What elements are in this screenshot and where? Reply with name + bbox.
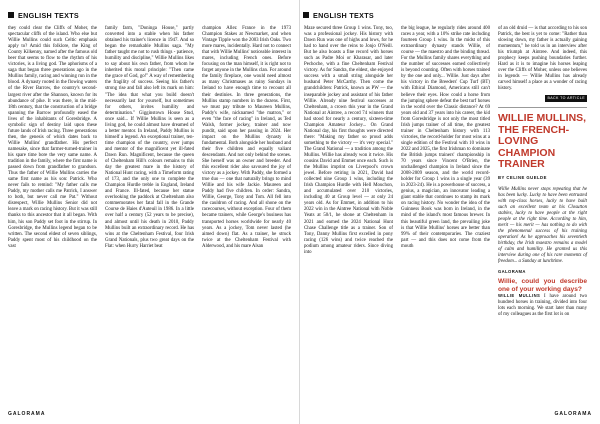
column-text: the big league, he regularly rides around 400 races a year, with a 10% strike rate including fourteen Group 1 wins. In the midst of this extraordinary dynasty stands Willie, of course — the maestro and the binding thread. For the Mullins family shares everything and the number of successes earned collectively is beyond counting. Often with horses trained by the one and only... Willie. Just days after his victory in the Breeders' Cup Turf (BT) with Ethical Diamond, Americans still can't believe their eyes. How could a horse from the jumping sphere defeat the best turf horses in the world over the Classic distance? At 69 years old and 37 years into his career, the kid from Goresbridge is not only the most titled Irish jumps trainer of all time, the greatest trainer in Cheltenham history with 113 victories, the record-holder for most wins at a single edition of the Festival with 10 wins in 2022 and 2025, the first Irishman to dominate the British jumps trainers' championship in 70 years since Vincent O'Brien, the unchallenged champion in Ireland since the 2008-2009 season, and the world record-holder for Group 1 wins in a single year (39 in 2023-24). He is a powerhouse of success, a genius, a magician, an innovator leading a giant stable that continues to stamp its mark on racing history. No wonder the idea of the Guinness Book was born in Ireland, in the mind of the island's most famous brewer. In this beautiful green land, the prevailing joke is that Willie Mullins' horses are better than 99% of their contemporaries. The craziest part — and this does not come from the mouth — [401, 26, 490, 249]
qa-answer: I have around two hundred horses in training, divided into four lots each morning. We start later than many of my colleagues as the first lot is on — [498, 294, 588, 318]
column-2 — [401, 26, 490, 318]
column-3 — [498, 26, 587, 318]
qa-label: GALORAMA — [498, 269, 526, 275]
column-text: champion Allez France in the 1973 Champion Stakes at Newmarket, and when Vintage Tipple won the 2003 Irish Oaks. Two more mares, incidentally. Hard not to connect that with Willie Mullins' noticeable interest in mares, including French ones. Before focusing on the man himself, it is right not to forget anyone in the Mullins clan. For around the family fireplace, one would need almost as many Christmases as rainy Sundays in Ireland to have enough time to recount all their destinies. In three generations, the Mullins stamp numbers in the dozens. First, we must pay tribute to Maureen Mullins, Paddy's wife, nicknamed "the matron," or even "the face of racing" in Ireland, as Ted Walsh, former jockey, trainer and now pundit, said upon her passing in 2024. Her impact on the Mullins dynasty is fundamental. Both alongside her husband and their five children and equally valiant descendants. And not only behind the scenes. She herself was an owner and breeder. And this excellent rider also savoured the joy of victory as a jockey. With Paddy, she formed a true duo — one that naturally brings to mind Willie and his wife Jackie. Maureen and Paddy had five children. In order: Sandra, Willie, George, Tony and Tom. All fell into the cauldron of racing. And all shone on the racecourses, without exception. Four of them became trainers, while George's business has transported horses worldwide for nearly 40 years. As a jockey, Tom never lasted (he aimed down) flat. As a trainer, he struck twice at the Cheltenham Festival with Alderwood, and his mare Alsan — [202, 26, 291, 249]
qa-block — [498, 269, 587, 318]
section-title: ENGLISH TEXTS — [18, 10, 80, 20]
column-text: of an old druid — is that according to his son Patrick, the best is yet to come: "Rather than slowing down, my father is actually gaining momentum," he told us in an interview after his triumph at Aintree. And indeed, this prophecy keeps pushing boundaries further. Hard as it is to imagine his horses leaping over the Cliffs of Moher, unless one believes in legends — Willie Mullins has already carved himself a place as a wonder of racing history. — [498, 26, 587, 92]
right-page — [300, 0, 600, 424]
header-square-icon — [303, 12, 309, 18]
divider — [498, 107, 587, 108]
qa-question: Willie, could you describe one of your working days? — [498, 278, 587, 293]
header-square-icon — [8, 12, 14, 18]
column-text: they could clear the Cliffs of Moher, the spectacular cliffs of the island. Who else but Willie Mullins could such Celtic emphasis apply to? Amid this folklore, the King of County Kilkenny, named after the famous old beer that seems to flow to the rhythm of his victories, is a living god. The aphorisms of a saga that began three generations ago in the Mullins family, racing and winning run in the blood. A dynasty rooted in the flowing waters of the River Barrow, the country's second-largest river after the Shannon, known for its abundance of pike. It was there, in the mid-18th century, that the construction of a bridge spanning the Barrow profoundly eased the lives of the inhabitants of Goresbridge. A symbolic sign of destiny laid upon these future lands of Irish racing. Three generations then, the genesis of which dates back to Willie Mullins' grandfather. His perfect namesake, since that farmer-turned-trainer in his spare time bore the very same name. A tradition in the family, where the first name is passed down from grandfather to grandson. Thus the father of Willie Mullins carries the same first name as his son: Patrick. Who never fails to remind: "My father calls me Paddy, my mother calls me Patrick, I answer to both, but never call me Pat." Without disrespect, Willie Mullins Senior did not leave a mark on racing history. But it was still thanks to this ancestor that it all began. With him, his son Paddy set foot in the stirrup. In Goresbridge, the Mullins legend began to be written. The second eldest of seven siblings, Paddy spent most of his childhood on the vast — [8, 26, 98, 249]
column-text: family farm, "Doninga House," partly converted into a stable when his father obtained his trainer's licence in 1947. And so began the remarkable Mullins saga. "My father taught me not to rush things - patience, humility and discipline," Willie Mullins likes to say about his own father, from whom he inherited this moral principle: "Then came the grace of God, go!" A way of remembering the fragility of success. Seeing his father's strong rise and fall also left its mark on him: "The idea that what you build doesn't necessarily last for yourself, but sometimes for others, invites humility and determination." Gigginstown House Stud, once said... If Willie Mullins is seen as a living god, he could almost have dreamed of a better mentor. In Ireland, Paddy Mullins is himself a legend. An exceptional trainer, ten-time champion of the country, over jumps and mentor of the magnificent yet ill-fated Dawn Run. Magnificent, because the queen of Cheltenham Hill's colours remains to this day the greatest mare in the history of National Hunt racing, with a Timeform rating of 173, and the only one to complete the Champion Hurdle treble in England, Ireland and France. Ill-fated, because her statue overlooking the paddock at Cheltenham also commemorates her fatal fall in the Grande Course de Haies d'Auteuil in 1986. In a little over half a century (52 years to be precise), and almost until his death in 2010, Paddy Mullins built an extraordinary record. He has wins at the Cheltenham Festival, four Irish Grand Nationals, plus two great days on the Flat: when Hurry Harriet beat — [105, 26, 195, 249]
page-header — [303, 9, 374, 21]
footer-brand: GALORAMA — [554, 411, 592, 417]
column-text: Maze secured three Group 1 wins. Tony, too, was a professional jockey. His history with Dawn Run was one of highs and lows, for he had to hand over the reins to Jonjo O'Neill. But he also boasts a fine record with horses such as Padre Moi or Kharasar, and later Pechoche, with a fine Cheltenham Festival victory. As for Sandra, the eldest, she enjoyed success with a small string alongside her husband Peter McCarthy. Then come the grandchildren: Patrick, known as PW — the inseparable jockey and assistant of his father Willie. Already nine festival successes at Cheltenham, a crown this year in the Grand National at Aintree, a record 74 winners that had stood for nearly a century, sixteen-time Champion Amateur Jockey... On Grand National day, his first thoughts were directed there: "Making my father so proud adds something to the victory — it's very special." The Grand National — a tradition among the Mullins. Willie has already won it twice. His cousins David and Emmet once each. Such is the Mullins imprint on Liverpool's crown jewel. Before retiring in 2021, David had collected nine Group 1 wins, including the Irish Champion Hurdle with Hell Mouchon, and accumulated over 210 victories, including 40 at Group level — at only 24 years old. As for Emmet, in addition to his 2022 win in the Aintree National with Noble Yeats at 50/1, he shone at Cheltenham in 2021 and earned the 2024 National Hunt Chase Challenge title as a trainer. Son of Tony, Danny Mullins first excelled in pony racing (126 wins) and twice reached the podium among amateur riders. Since diving into — [304, 26, 393, 255]
column-3 — [202, 26, 291, 250]
text-columns — [8, 26, 293, 250]
page-header — [8, 9, 79, 21]
article-byline: BY CELINE GUELDE — [498, 174, 547, 180]
text-columns — [304, 26, 592, 318]
qa-answer-label: WILLIE MULLINS — [498, 293, 541, 299]
article-headline: WILLIE MULLINS, THE FRENCH-LOVING CHAMPION TRAINER — [498, 112, 587, 171]
footer-brand: GALORAMA — [8, 411, 46, 417]
back-to-article-tag[interactable]: BACK TO ARTICLE — [547, 96, 585, 101]
column-1 — [8, 26, 97, 250]
section-title: ENGLISH TEXTS — [313, 10, 375, 20]
column-1 — [304, 26, 393, 318]
column-2 — [105, 26, 194, 250]
tag-wrap — [498, 93, 587, 103]
article-intro: Willie Mullins never stops repeating that he has been lucky. Lucky to have been entrusted with top-class horses, lucky to have built such an excellent team at his Closutton stables, lucky to have people at the right people at the right time. According to him, merit — his merit — has nothing to do with the phenomenal success of his training operation! As he approaches his seventieth birthday, the Irish maestro remains a model of calm and humility. He granted us this interview during one of his rare moments of freedom... a Sunday at lunchtime. — [498, 186, 587, 265]
